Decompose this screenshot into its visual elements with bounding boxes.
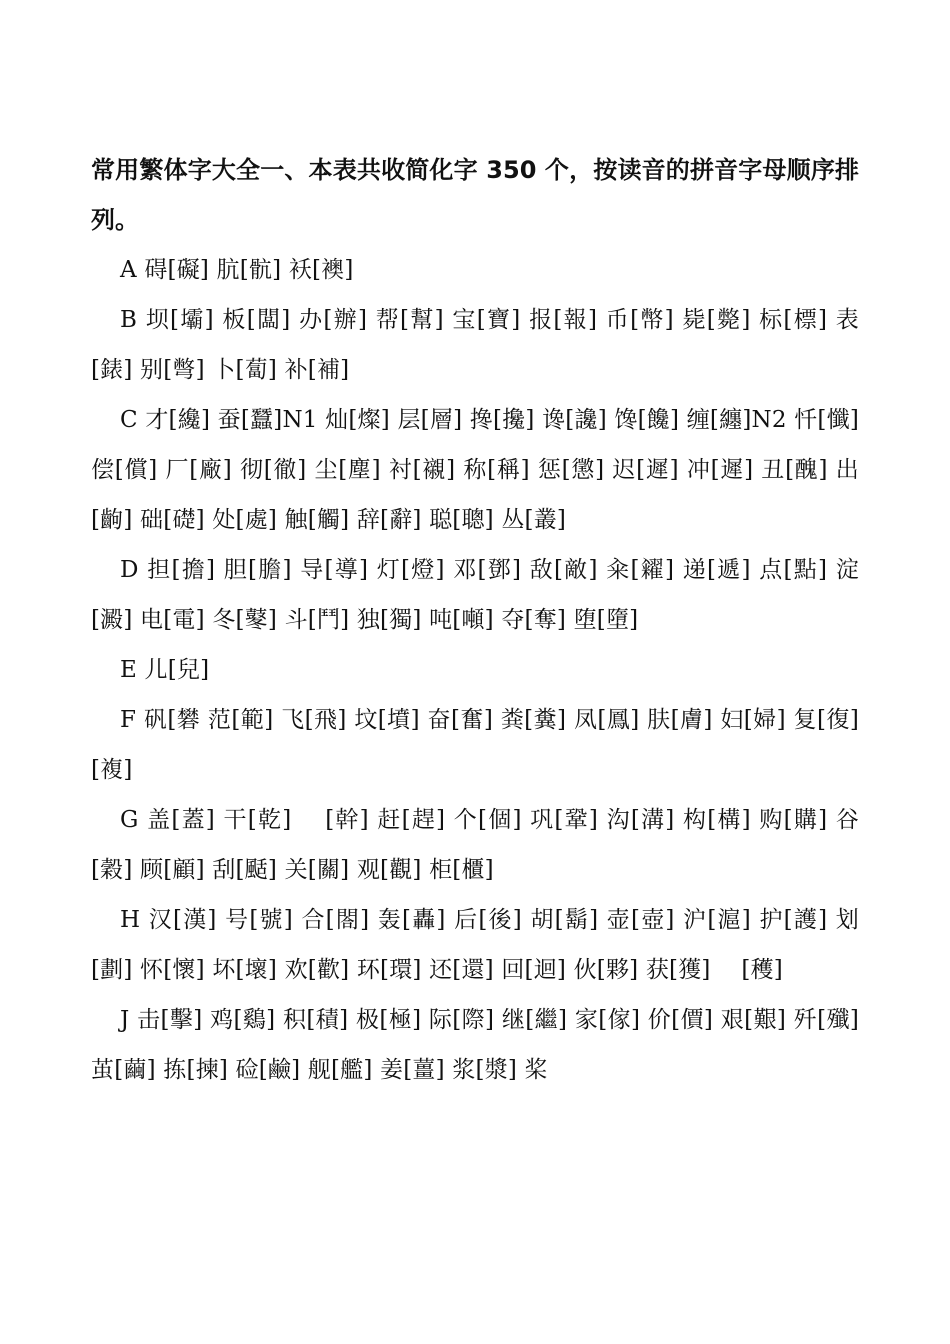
section-d: D 担[擔] 胆[膽] 导[導] 灯[燈] 邓[鄧] 敌[敵] 籴[糴] 递[遞] 点[點] 淀[澱] 电[電] 冬[鼕] 斗[鬥] 独[獨] 吨[噸] 夺[奪] 堕[墮] [91, 557, 859, 633]
section-j: J 击[擊] 鸡[鷄] 积[積] 极[極] 际[際] 继[繼] 家[傢] 价[價] 艰[艱] 歼[殲] 茧[繭] 拣[揀] 硷[鹼] 舰[艦] 姜[薑] 浆[漿] 桨 [91, 1007, 859, 1083]
section-c: C 才[纔] 蚕[蠶]N1 灿[燦] 层[層] 搀[攙] 谗[讒] 馋[饞] 缠[纏]N2 忏[懺] 偿[償] 厂[廠] 彻[徹] 尘[塵] 衬[襯] 称[稱] 惩[懲] 迟[遲] 冲[遲] 丑[醜] 出[齣] 础[礎] 处[處] 触[觸] 辞[辭] 聪[聰] 丛[叢] [91, 407, 859, 533]
section-e: E 儿[兒] [120, 657, 210, 683]
section-b: B 坝[壩] 板[闆] 办[辦] 帮[幫] 宝[寶] 报[報] 币[幣] 毙[斃] 标[標] 表[錶] 别[彆] 卜[蔔] 补[補] [91, 307, 859, 383]
section-f: F 矾[礬 范[範] 飞[飛] 坟[墳] 奋[奮] 粪[糞] 凤[鳳] 肤[膚] 妇[婦] 复[復] [複] [91, 707, 890, 783]
document-title: 常用繁体字大全一、本表共收简化字 350 个，按读音的拼音字母顺序排列。 [91, 156, 859, 234]
document-page [91, 145, 890, 1095]
section-a: A 碍[礙] 肮[骯] 袄[襖] [120, 257, 354, 283]
section-h: H 汉[漢] 号[號] 合[閤] 轰[轟] 后[後] 胡[鬍] 壶[壺] 沪[滬] 护[護] 划[劃] 怀[懷] 坏[壞] 欢[歡] 环[環] 还[還] 回[迴] 伙[夥] 获[獲] [穫] [91, 907, 859, 983]
section-g: G 盖[蓋] 干[乾] [幹] 赶[趕] 个[個] 巩[鞏] 沟[溝] 构[構] 购[購] 谷[穀] 顾[顧] 刮[颳] 关[關] 观[觀] 柜[櫃] [91, 807, 859, 883]
